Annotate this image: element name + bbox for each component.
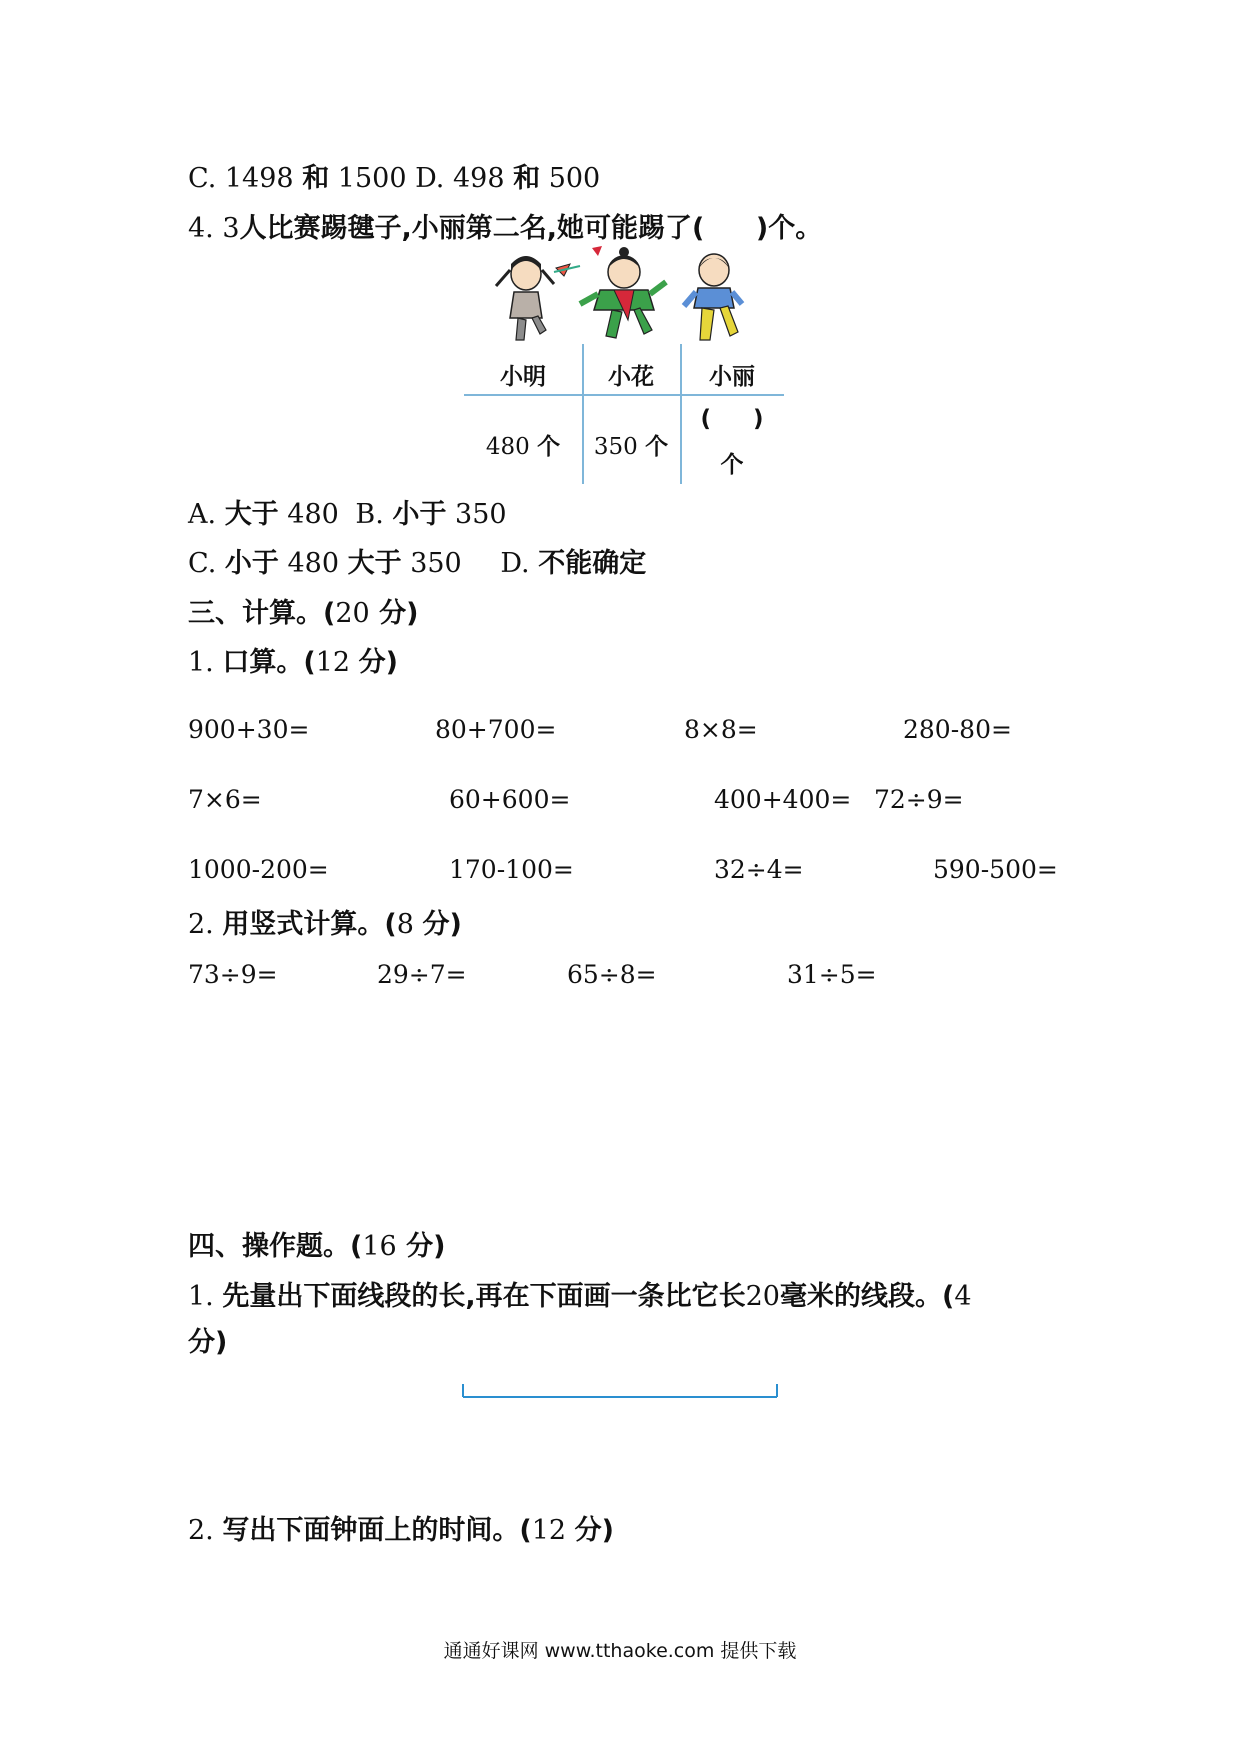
table-column-xiaoming	[464, 344, 582, 484]
option-a-text: 大于	[224, 499, 279, 530]
option-c-letter: C.	[188, 548, 217, 579]
table-column-xiaohua	[582, 344, 680, 484]
option-b-number: 350	[455, 499, 507, 530]
q2-number: 2.	[188, 909, 214, 940]
q2-score: 8	[396, 909, 414, 940]
option-c-text-1: 小于	[224, 548, 279, 579]
oral-calc-item: 60+600=	[449, 785, 571, 814]
oral-calc-item: 72÷9=	[874, 785, 964, 814]
page-footer: 通通好课网 www.tthaoke.com 提供下载	[443, 1640, 797, 1662]
section-4-score: 16	[362, 1231, 397, 1262]
option-c-letter: C.	[188, 163, 217, 194]
section-4-q1-line-2: 分)	[188, 1327, 228, 1358]
section-3-heading: 三、计算。(	[188, 598, 336, 629]
oral-calc-item: 80+700=	[435, 715, 557, 744]
q1-heading: 口算。(	[222, 647, 316, 678]
s4-q2-score-unit: 分)	[574, 1515, 614, 1546]
s4-q2-heading: 写出下面钟面上的时间。(	[222, 1515, 532, 1546]
oral-calc-item: 590-500=	[933, 855, 1058, 884]
s4-q1-length: 20	[745, 1281, 780, 1312]
option-d-letter: D.	[415, 163, 445, 194]
option-c-value-b: 1500	[337, 163, 407, 194]
q4-blank	[704, 213, 756, 244]
table-value-xiaohua	[582, 428, 680, 461]
option-a-number: 480	[287, 499, 339, 530]
option-d-text: 不能确定	[538, 548, 647, 579]
q3-options-cd	[188, 162, 600, 196]
q4-number: 4.	[188, 213, 214, 244]
q4-text-2: )个。	[755, 213, 823, 244]
q2-heading: 用竖式计算。(	[222, 909, 397, 940]
section-3-score-unit: 分)	[379, 598, 419, 629]
q1-score-unit: 分)	[358, 647, 398, 678]
table-column-xiaoli	[680, 344, 784, 484]
oral-calc-item: 170-100=	[449, 855, 574, 884]
unit-label: 个	[645, 434, 669, 460]
table-value-xiaoming	[464, 428, 582, 461]
kick-count-table	[464, 344, 784, 484]
blank-close-paren: )	[753, 406, 764, 432]
oral-calc-item: 32÷4=	[714, 855, 804, 884]
option-c-number-1: 480	[287, 548, 340, 579]
measure-line-segment	[461, 1382, 781, 1400]
option-c-number-2: 350	[410, 548, 462, 579]
s4-q2-number: 2.	[188, 1515, 214, 1546]
s4-q1-text-2: 毫米的线段。(	[779, 1281, 955, 1312]
unit-label: 个	[537, 434, 561, 460]
oral-calc-item: 8×8=	[684, 715, 758, 744]
child-xiaoli-figure	[684, 254, 742, 340]
vertical-calc-item: 65÷8=	[567, 960, 657, 989]
section-4-q2-title	[188, 1514, 614, 1548]
q2-score-unit: 分)	[422, 909, 462, 940]
section-3-title	[188, 597, 418, 631]
oral-calc-item: 280-80=	[903, 715, 1012, 744]
q4-text-1: 人比赛踢毽子,小丽第二名,她可能踢了(	[239, 213, 705, 244]
vertical-calc-item: 73÷9=	[188, 960, 278, 989]
section-4-score-unit: 分)	[406, 1231, 446, 1262]
xiaoming-count: 480	[485, 434, 530, 460]
section-3-q1-title	[188, 646, 398, 680]
q1-score: 12	[315, 647, 351, 678]
option-a-letter: A.	[188, 499, 217, 530]
option-c-text-2: 大于	[347, 548, 402, 579]
option-d-value-a: 498	[452, 163, 505, 194]
option-d-letter: D.	[500, 548, 530, 579]
vertical-calc-item: 29÷7=	[377, 960, 467, 989]
children-kicking-shuttlecock-illustration	[488, 246, 770, 346]
xiaohua-count: 350	[593, 434, 638, 460]
option-b-text: 小于	[392, 499, 447, 530]
blank-open-paren: (	[700, 406, 711, 432]
oral-calc-item: 900+30=	[188, 715, 310, 744]
table-value-xiaoli-unit: 个	[720, 452, 744, 478]
s4-q1-number: 1.	[188, 1281, 214, 1312]
section-3-q2-title	[188, 908, 462, 942]
table-header-xiaoli: 小丽	[709, 364, 755, 390]
option-d-value-b: 500	[548, 163, 601, 194]
child-xiaoming-figure	[496, 256, 580, 340]
section-4-q1-line-1	[188, 1280, 972, 1314]
oral-calc-item: 1000-200=	[188, 855, 329, 884]
q4-options-ab	[188, 498, 507, 532]
s4-q1-score: 4	[954, 1281, 972, 1312]
oral-calc-item: 7×6=	[188, 785, 262, 814]
oral-calc-item: 400+400=	[714, 785, 852, 814]
vertical-calc-item: 31÷5=	[787, 960, 877, 989]
q1-number: 1.	[188, 647, 214, 678]
table-header-xiaohua: 小花	[608, 364, 654, 390]
s4-q1-text-1: 先量出下面线段的长,再在下面画一条比它长	[222, 1281, 746, 1312]
option-d-and: 和	[513, 163, 541, 194]
option-c-value-a: 1498	[224, 163, 294, 194]
section-4-title	[188, 1230, 445, 1264]
q4-count: 3	[222, 213, 240, 244]
section-4-heading: 四、操作题。(	[188, 1231, 363, 1262]
section-3-score: 20	[335, 598, 370, 629]
s4-q2-score: 12	[531, 1515, 567, 1546]
q4-options-cd	[188, 547, 646, 581]
child-xiaohua-figure	[580, 246, 666, 338]
q4-stem	[188, 212, 822, 246]
table-value-xiaoli-blank	[680, 406, 784, 432]
table-header-xiaoming: 小明	[500, 364, 546, 390]
option-b-letter: B.	[355, 499, 384, 530]
option-c-and: 和	[302, 163, 330, 194]
